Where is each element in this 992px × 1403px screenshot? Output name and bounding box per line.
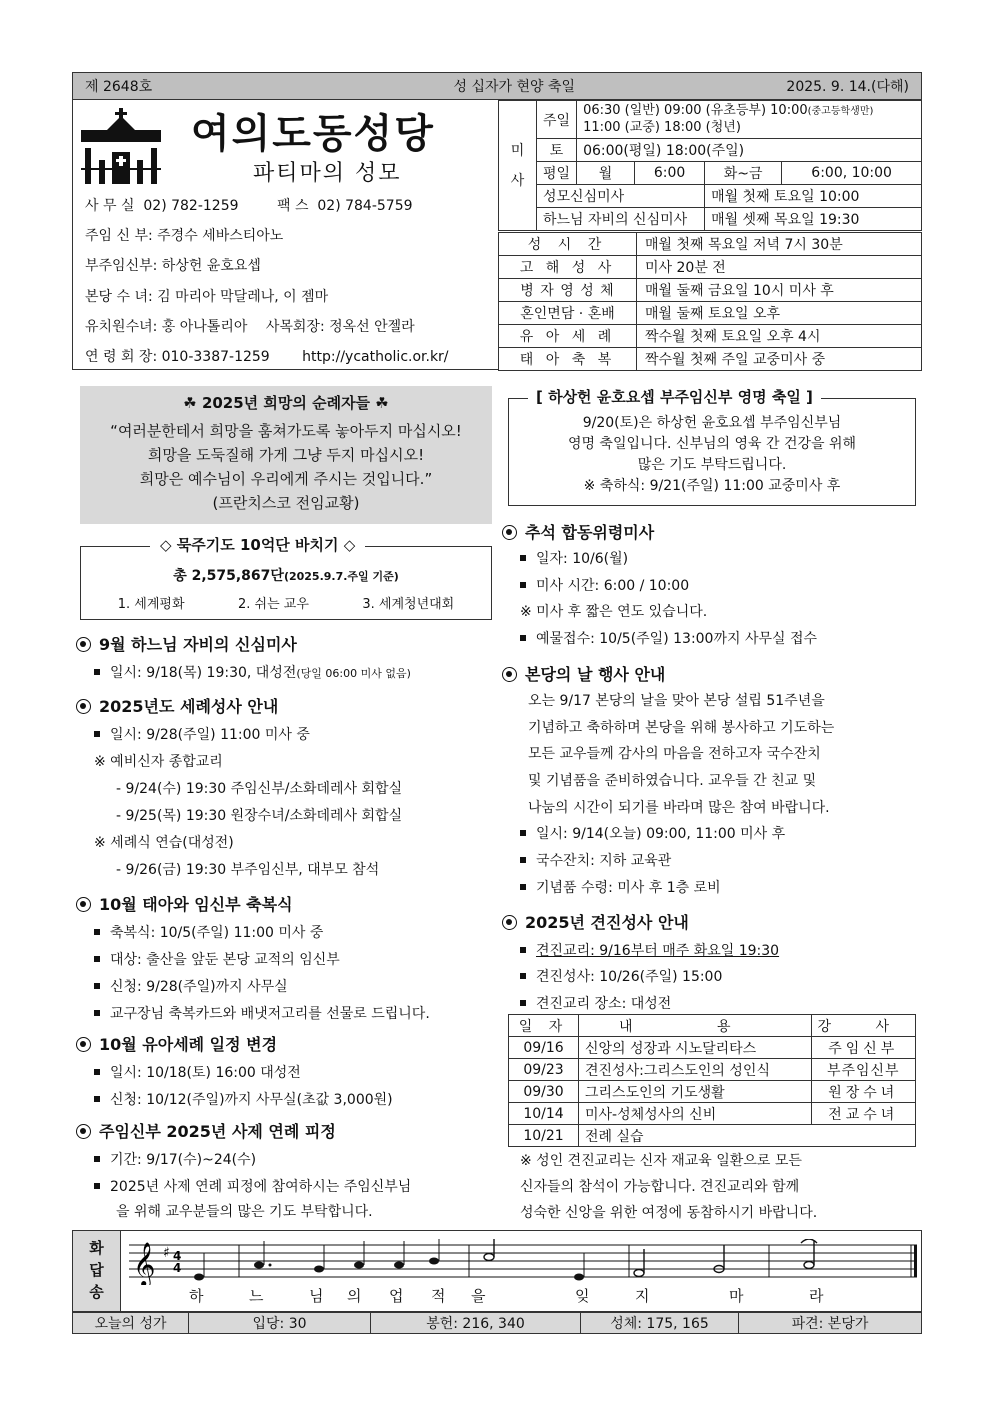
rosary-intention: 2. 쉬는 교우: [237, 597, 309, 612]
hope-line: “여러분한테서 희망을 훔쳐가도록 놓아두지 마십시오!: [110, 422, 462, 440]
table-row: 09/30 그리스도인의 기도생활 원장수녀: [509, 1081, 916, 1103]
svg-text:4: 4: [173, 1249, 182, 1263]
issue-date: 2025. 9. 14.(다해): [786, 79, 909, 95]
list-item: 견진교리 장소: 대성전: [520, 993, 671, 1013]
list-item: 대상: 출산을 앞둔 본당 교적의 임신부: [94, 949, 340, 969]
office-contact: 사 무 실 02) 782-1259 팩 스 02) 784-5759: [85, 198, 413, 214]
lyric-syllable: 지: [635, 1287, 650, 1305]
row-value: 매월 둘째 금요일 10시 미사 후: [637, 279, 922, 302]
lyric-syllable: 느: [249, 1287, 264, 1305]
tue-fri-label: 화~금: [705, 162, 782, 185]
saturday-label: 토: [537, 139, 577, 162]
rosary-intention: 1. 세계평화: [117, 597, 185, 612]
table-header: 일 자 내 용 강 사: [509, 1015, 916, 1037]
list-item: 교구장님 축복카드와 배냇저고리를 선물로 드립니다.: [94, 1003, 430, 1023]
lyric-syllable: 하: [189, 1287, 204, 1305]
church-name: 여의도동성당: [191, 111, 435, 157]
monday-label: 월: [577, 162, 635, 185]
svg-text:4: 4: [173, 1261, 182, 1275]
rosary-box: [80, 546, 492, 620]
list-item: 기념품 수령: 미사 후 1층 로비: [520, 877, 721, 897]
paragraph-line: 오는 9/17 본당의 날을 맞아 본당 설립 51주년을: [528, 693, 825, 709]
monday-time: 6:00: [635, 162, 705, 185]
lyric-syllable: 마: [729, 1287, 744, 1305]
feast-day-title: [ 하상헌 윤호요셉 부주임신부 영명 축일 ]: [528, 386, 821, 407]
confirmation-schedule-table: [508, 1014, 916, 1147]
list-item-continued: 을 위해 교우분들의 많은 기도 부탁합니다.: [116, 1204, 373, 1220]
row-label: 태 아 축 복: [499, 348, 637, 371]
rosary-title: ◇ 묵주기도 10억단 바치기 ◇: [150, 534, 365, 555]
music-staff: [129, 1239, 919, 1285]
row-label: 병 자 영 성 체: [499, 279, 637, 302]
list-item: 예물접수: 10/5(주일) 13:00까지 사무실 접수: [520, 628, 817, 648]
row-label: 혼인면담 · 혼배: [499, 302, 637, 325]
paragraph-line: 및 기념품을 준비하였습니다. 교우들 간 친교 및: [528, 773, 817, 789]
assistant-pastor: 부주임신부: 하상헌 윤호요셉: [85, 258, 261, 274]
rosary-intention: 3. 세계청년대회: [362, 597, 455, 612]
section-title-parish-day: 본당의 날 행사 안내: [502, 662, 665, 685]
sub-item: - 9/24(수) 19:30 주임신부/소화데레사 회합실: [116, 781, 403, 797]
paragraph-line: 나눔의 시간이 되기를 바라며 많은 참여 바랍니다.: [528, 800, 830, 816]
issue-header-bar: [72, 72, 922, 100]
hymn-entrance: 입당: 30: [189, 1313, 371, 1333]
row-value: 짝수월 첫째 주일 교중미사 중: [637, 348, 922, 371]
list-item: 미사 시간: 6:00 / 10:00: [520, 575, 689, 595]
footnote-line: ※ 성인 견진교리는 신자 재교육 일환으로 모든: [520, 1153, 802, 1169]
today-hymns-bar: [72, 1312, 922, 1334]
table-row: 10/14 미사-성체성사의 신비 전교수녀: [509, 1103, 916, 1125]
paragraph-line: 모든 교우들께 감사의 마음을 전하고자 국수잔치: [528, 746, 821, 762]
mass-label: 미 사: [499, 101, 537, 231]
feast-day-box: [508, 398, 916, 506]
lyric-syllable: 적: [431, 1287, 446, 1305]
row-value: 짝수월 첫째 토요일 오후 4시: [637, 325, 922, 348]
list-item: 신청: 9/28(주일)까지 사무실: [94, 976, 288, 996]
list-item: 일자: 10/6(월): [520, 548, 628, 568]
feast-name: 성 십자가 현양 축일: [453, 79, 576, 95]
hymn-offertory: 봉헌: 216, 340: [371, 1313, 581, 1333]
section-title-infant-baptism: 10월 유아세례 일정 변경: [76, 1032, 277, 1055]
sub-item: - 9/26(금) 19:30 부주임신부, 대부모 참석: [116, 862, 380, 878]
mercy-mass-time: 매월 셋째 목요일 19:30: [705, 208, 922, 231]
anniv-line: ※ 축하식: 9/21(주일) 11:00 교중미사 후: [583, 478, 841, 494]
weekday-label: 평일: [537, 162, 577, 185]
row-value: 미사 20분 전: [637, 256, 922, 279]
section-title-chuseok: 추석 합동위령미사: [502, 520, 654, 543]
list-item: 국수잔치: 지하 교육관: [520, 850, 671, 870]
sacrament-schedule-table: [498, 232, 922, 371]
hymn-communion: 성체: 175, 165: [581, 1313, 739, 1333]
website-link[interactable]: http://ycatholic.or.kr/: [302, 349, 449, 365]
row-value: 매월 첫째 목요일 저녁 7시 30분: [637, 233, 922, 256]
parish-sisters: 본당 수 녀: 김 마리아 막달레나, 이 젬마: [85, 289, 329, 305]
lyric-syllable: 을: [471, 1287, 486, 1305]
list-item: 일시: 9/14(오늘) 09:00, 11:00 미사 후: [520, 823, 785, 843]
kindergarten-and-council: 유치원수녀: 홍 아나톨리아 사목회장: 정옥선 안젤라: [85, 319, 415, 335]
masthead: [72, 100, 498, 370]
list-item: 축복식: 10/5(주일) 11:00 미사 중: [94, 922, 323, 942]
pastor: 주임 신 부: 주경수 세바스티아노: [85, 228, 284, 244]
table-row: 09/23 견진성사:그리스도인의 성인식 부주임신부: [509, 1059, 916, 1081]
hymns-label: 오늘의 성가: [73, 1313, 189, 1333]
heart-mary-mass: 성모신심미사: [537, 185, 705, 208]
hymn-recessional: 파견: 본당가: [791, 1316, 869, 1332]
table-row: 09/16 신앙의 성장과 시노달리타스 주임신부: [509, 1037, 916, 1059]
svg-text:𝄞: 𝄞: [133, 1242, 156, 1285]
rosary-total: 총 2,575,867단(2025.9.7.주일 기준): [173, 568, 399, 584]
lyric-syllable: 의: [347, 1287, 362, 1305]
footnote-line: 신자들의 참석이 가능합니다. 견진교리와 함께: [520, 1179, 800, 1195]
hope-title: ☘ 2025년 희망의 순례자들 ☘: [183, 394, 389, 412]
lyric-syllable: 님: [309, 1287, 324, 1305]
lyric-syllable: 업: [389, 1287, 404, 1305]
hope-line: (프란치스코 전임교황): [212, 494, 360, 512]
list-item: 일시: 9/28(주일) 11:00 미사 중: [94, 724, 310, 744]
row-label: 성 시 간: [499, 233, 637, 256]
mercy-mass: 하느님 자비의 신심미사: [537, 208, 705, 231]
row-label: 고 해 성 사: [499, 256, 637, 279]
list-item: 견진교리: 9/16부터 매주 화요일 19:30: [520, 940, 779, 960]
hope-pilgrims-box: [80, 386, 492, 524]
lyric-syllable: 잊: [575, 1287, 590, 1305]
saturday-times: 06:00(평일) 18:00(주일): [577, 139, 922, 162]
list-item: 신청: 10/12(주일)까지 사무실(초값 3,000원): [94, 1089, 393, 1109]
section-title-baptism: 2025년도 세례성사 안내: [76, 694, 278, 717]
anniv-line: 9/20(토)은 하상헌 윤호요셉 부주임신부님: [582, 415, 842, 431]
heart-mary-time: 매월 첫째 토요일 10:00: [705, 185, 922, 208]
section-title-mercy: 9월 하느님 자비의 신심미사: [76, 632, 297, 655]
section-title-retreat: 주임신부 2025년 사제 연례 피정: [76, 1119, 336, 1142]
list-item: 기간: 9/17(수)~24(수): [94, 1149, 256, 1169]
note: ※ 세례식 연습(대성전): [94, 835, 234, 851]
lyric-syllable: 라: [809, 1287, 824, 1305]
federation-and-website: 연 령 회 장: 010-3387-1259 http://ycatholic.or.kr/: [85, 349, 449, 365]
responsorial-psalm-music: [72, 1230, 922, 1312]
sub-item: - 9/25(목) 19:30 원장수녀/소화데레사 회합실: [116, 808, 403, 824]
psalm-label: 화 답 송: [73, 1231, 121, 1311]
sunday-times: 06:30 (일반) 09:00 (유초등부) 10:00(중고등학생만) 11:00 (교중) 18:00 (청년): [577, 101, 922, 139]
row-value: 매월 둘째 토요일 오후: [637, 302, 922, 325]
issue-number: 제 2648호: [85, 79, 153, 95]
hope-line: 희망을 도둑질해 가게 그냥 두지 마십시오!: [147, 446, 425, 464]
sunday-label: 주일: [537, 101, 577, 139]
tue-fri-time: 6:00, 10:00: [782, 162, 922, 185]
note: ※ 미사 후 짧은 연도 있습니다.: [520, 604, 708, 620]
church-patron: 파티마의 성모: [253, 161, 402, 186]
section-title-fetus-blessing: 10월 태아와 임신부 축복식: [76, 892, 293, 915]
list-item: 2025년 사제 연례 피정에 참여하시는 주임신부님: [94, 1176, 411, 1196]
section-title-confirmation: 2025년 견진성사 안내: [502, 910, 689, 933]
row-label: 유 아 세 례: [499, 325, 637, 348]
hope-line: 희망은 예수님이 우리에게 주시는 것입니다.”: [139, 470, 433, 488]
mass-schedule-table: [498, 100, 922, 231]
list-item: 일시: 10/18(토) 16:00 대성전: [94, 1062, 301, 1082]
list-item: 견진성사: 10/26(주일) 15:00: [520, 966, 722, 986]
list-item: 일시: 9/18(목) 19:30, 대성전(당일 06:00 미사 없음): [94, 662, 411, 682]
paragraph-line: 기념하고 축하하며 본당을 위해 봉사하고 기도하는: [528, 720, 835, 736]
anniv-line: 많은 기도 부탁드립니다.: [637, 457, 787, 473]
table-row: 10/21 전례 실습: [509, 1125, 916, 1147]
anniv-line: 영명 축일입니다. 신부님의 영육 간 건강을 위해: [567, 436, 857, 452]
church-logo-icon: [81, 108, 161, 184]
note: ※ 예비신자 종합교리: [94, 754, 223, 770]
svg-text:♯: ♯: [163, 1245, 170, 1261]
footnote-line: 성숙한 신앙을 위한 여정에 동참하시기 바랍니다.: [520, 1205, 818, 1221]
